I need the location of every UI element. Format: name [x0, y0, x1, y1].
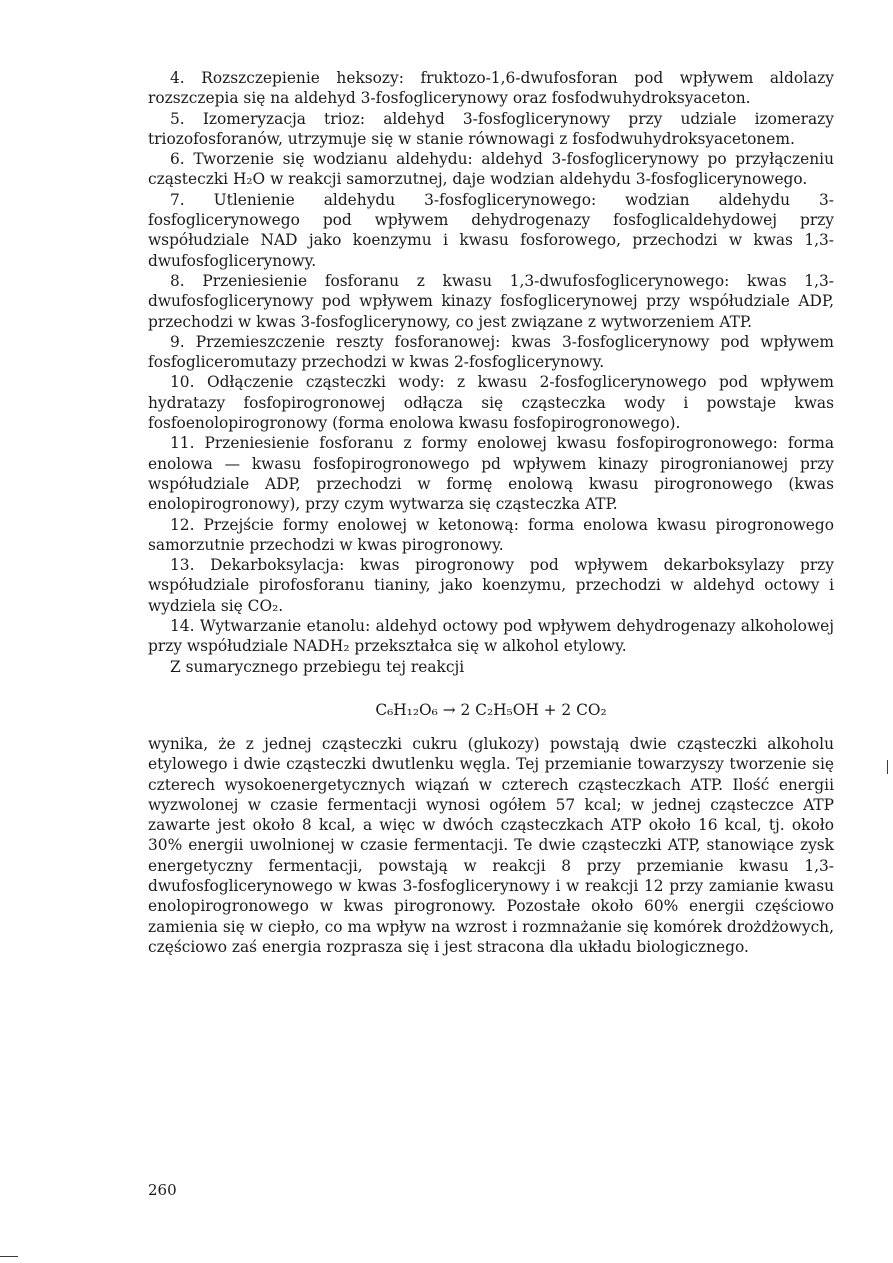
step-12: 12. Przejście formy enolowej w ketonową: forma enolowa kwasu pirogronowego samorzutnie przechodzi w kwas pirogronowy. — [148, 515, 834, 554]
summary-intro: Z sumarycznego przebiegu tej reakcji — [170, 657, 465, 676]
page-body — [148, 68, 834, 957]
step-6: 6. Tworzenie się wodzianu aldehydu: aldehyd 3-fosfoglicerynowy po przyłączeniu cząsteczki H₂O w reakcji samorzutnej, daje wodzian aldehydu 3-fosfoglicerynowego. — [148, 150, 834, 189]
step-7: 7. Utlenienie aldehydu 3-fosfoglicerynowego: wodzian aldehydu 3-fosfoglicerynowego pod wpływem dehydrogenazy fosfoglicaldehydowej przy współudziale NAD jako koenzymu i kwasu fosforowego, przechodzi w kwas 1,3-dwufosfoglicerynowy. — [148, 190, 834, 270]
summary-conclusion: wynika, że z jednej cząsteczki cukru (glukozy) powstają dwie cząsteczki alkoholu etylowego i dwie cząsteczki dwutlenku węgla. Tej przemianie towarzyszy tworzenie się czterech wysokoenergetycznych wiązań w czterech cząsteczkach ATP. Ilość energii wyzwolonej w czasie fermentacji wynosi ogółem 57 kcal; w jednej cząsteczce ATP zawarte jest około 8 kcal, a więc w dwóch cząsteczkach ATP około 16 kcal, tj. około 30% energii uwolnionej w czasie fermentacji. Te dwie cząsteczki ATP, stanowiące zysk energetyczny fermentacji, powstają w reakcji 8 przy przemianie kwasu 1,3-dwufosfoglicerynowego w kwas 3-fosfoglicerynowy i w reakcji 12 przy zamianie kwasu enolopirogronowego w kwas pirogronowy. Pozostałe około 60% energii częściowo zamienia się w ciepło, co ma wpływ na wzrost i rozmnażanie się komórek drożdżowych, częściowo zaś energia rozprasza się i jest stracona dla układu biologicznego. — [148, 734, 834, 956]
step-13: 13. Dekarboksylacja: kwas pirogronowy pod wpływem dekarboksylazy przy współudziale pirofosforanu tianiny, jako koenzymu, przechodzi w aldehyd octowy i wydziela się CO₂. — [148, 556, 834, 615]
step-4: 4. Rozszczepienie heksozy: fruktozo-1,6-dwufosforan pod wpływem aldolazy rozszczepia się na aldehyd 3-fosfoglicerynowy oraz fosfodwuhydroksyaceton. — [148, 69, 834, 108]
step-11: 11. Przeniesienie fosforanu z formy enolowej kwasu fosfopirogronowego: forma enolowa — kwasu fosfopirogronowego pd wpływem kinazy pirogronianowej przy współudziale ADP, przechodzi w formę enolową kwasu pirogronowego (kwas enolopirogronowy), przy czym wytwarza się cząsteczka ATP. — [148, 434, 834, 514]
step-10: 10. Odłączenie cząsteczki wody: z kwasu 2-fosfoglicerynowego pod wpływem hydratazy fosfopirogronowej odłącza się cząsteczka wody i powstaje kwas fosfoenolopirogronowy (forma enolowa kwasu fosfopirogronowego). — [148, 373, 834, 433]
step-8: 8. Przeniesienie fosforanu z kwasu 1,3-dwufosfoglicerynowego: kwas 1,3-dwufosfoglicerynowy pod wpływem kinazy fosfoglicerynowej przy współudziale ADP, przechodzi w kwas 3-fosfoglicerynowy, co jest związane z wytworzeniem ATP. — [148, 271, 834, 331]
step-5: 5. Izomeryzacja trioz: aldehyd 3-fosfoglicerynowy przy udziale izomerazy triozofosforanów, utrzymuje się w stanie równowagi z fosfodwuhydroksyacetonem. — [148, 109, 834, 148]
step-14: 14. Wytwarzanie etanolu: aldehyd octowy pod wpływem dehydrogenazy alkoholowej przy współudziale NADH₂ przekształca się w alkohol etylowy. — [148, 617, 834, 656]
step-9: 9. Przemieszczenie reszty fosforanowej: kwas 3-fosfoglicerynowy pod wpływem fosfogliceromutazy przechodzi w kwas 2-fosfoglicerynowy. — [148, 332, 834, 372]
scan-edge-mark — [887, 760, 888, 774]
fermentation-equation: C₆H₁₂O₆ → 2 C₂H₅OH + 2 CO₂ — [375, 700, 607, 719]
scan-edge-mark-bottom — [0, 1256, 18, 1257]
page-number: 260 — [148, 1181, 177, 1199]
